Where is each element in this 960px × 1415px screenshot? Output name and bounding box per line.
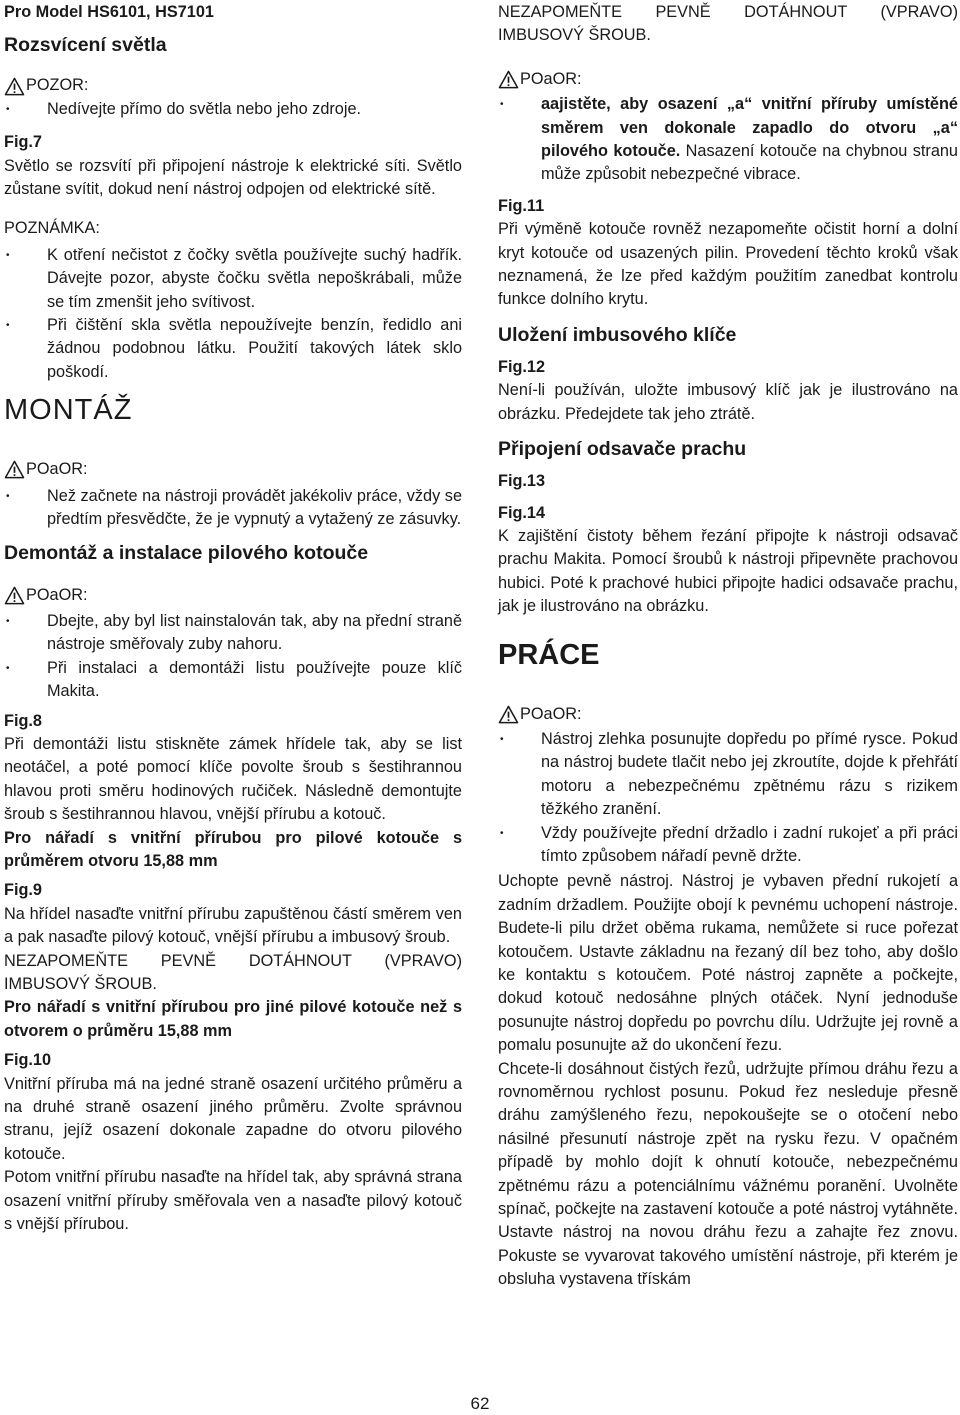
- warning-triangle-icon: [4, 460, 25, 479]
- figure-ref: Fig.9: [4, 881, 42, 900]
- section-heading-dust: Připojení odsavače prachu: [498, 438, 747, 461]
- warning-list: [4, 485, 462, 532]
- section-heading-light: Rozsvícení světla: [4, 34, 167, 57]
- figure-ref: Fig.7: [4, 133, 42, 152]
- paragraph: Při demontáži listu stiskněte zámek hřídele tak, aby se list neotáčel, a poté pomocí klíče povolte šroub s šestihrannou hlavou proti směru hodinových ručiček. Následně demontujte šroub s šestihrannou hlavou, vnější přírubu a kotouč.: [4, 734, 462, 824]
- warning-list: [4, 610, 462, 704]
- warning-label: POaOR:: [4, 458, 462, 481]
- paragraph: Není-li používán, uložte imbusový klíč jak je ilustrováno na obrázku. Předejdete tak jeho ztrátě.: [498, 381, 958, 423]
- paragraph: NEZAPOMEŇTE PEVNĚ DOTÁHNOUT (VPRAVO) IMBUSOVÝ ŠROUB.: [498, 3, 958, 45]
- figure-ref: Fig.13: [498, 472, 546, 491]
- list-item: • Nástroj zlehka posunujte dopředu po přímé rysce. Pokud na nástroj budete tlačit nebo jej zkroutíte, dojde k přehřátí motoru a nebezpečnému zpětnému rázu s rizikem těžkého zranění.: [498, 728, 958, 822]
- figure-ref: Fig.12: [498, 357, 546, 376]
- paragraph: Světlo se rozsvítí při připojení nástroje k elektrické síti. Světlo zůstane svítit, dokud není nástroj odpojen od elektrické sítě.: [4, 156, 462, 199]
- paragraph: Uchopte pevně nástroj. Nástroj je vybaven přední rukojetí a zadním držadlem. Použijte obojí k pevnému uchopení nástroje. Budete-li pilu držet oběma rukama, nemůžete si ruce pořezat kotoučem. Ustavte základnu na řezaný díl bez toho, aby došlo ke kontaktu s kotoučem. Poté nástroj zapněte a počkejte, dokud kotouč nedosáhne plných otáček. Nyní jednoduše posunujte nástroj dopředu po povrchu dílu. Udržujte jej rovně a pomalu posunujte až do ukončení řezu.: [498, 872, 958, 1055]
- bold-paragraph: Pro nářadí s vnitřní přírubou pro jiné pilové kotouče než s otvorem o průměru 15,88 mm: [4, 998, 462, 1040]
- chapter-heading-prace: PRÁCE: [498, 638, 600, 671]
- page-number: 62: [470, 1394, 490, 1413]
- section-heading-hex-key: Uložení imbusového klíče: [498, 323, 737, 346]
- warning-list: [498, 728, 958, 868]
- list-item: • Nedívejte přímo do světla nebo jeho zdroje.: [4, 98, 462, 121]
- chapter-heading-montaz: MONTÁŽ: [4, 394, 133, 427]
- list-item: • K otření nečistot z čočky světla používejte suchý hadřík. Dávejte pozor, abyste čočku světla nepoškrábali, může se tím zmenšit jeho svítivost.: [4, 244, 462, 314]
- figure-ref: Fig.14: [498, 503, 546, 522]
- warning-label: POaOR:: [4, 584, 462, 607]
- section-heading-blade: Demontáž a instalace pilového kotouče: [4, 541, 369, 564]
- list-item: [498, 93, 958, 187]
- paragraph: Při výměně kotouče rovněž nezapomeňte očistit horní a dolní kryt kotouče od usazených pilin. Provedení těchto kroků však neznamená, že lze před každým použitím zanedbat kontrolu funkce dolního krytu.: [498, 220, 958, 309]
- warning-text: Nasazení kotouče na chybnou stranu může způsobit nebezpečné vibrace.: [541, 142, 958, 184]
- warning-label: POZOR:: [4, 74, 462, 97]
- note-label: POZNÁMKA:: [4, 219, 100, 238]
- paragraph: Na hřídel nasaďte vnitřní přírubu zapuštěnou částí směrem ven a pak nasaďte pilový kotouč, vnější přírubu a imbusový šroub.: [4, 904, 462, 947]
- warning-triangle-icon: [498, 705, 519, 724]
- figure-ref: Fig.10: [4, 1051, 52, 1070]
- warning-emphasis: aajistěte, aby osazení „a“ vnitřní příruby umístěné směrem ven dokonale zapadlo do otvoru „a“ pilového kotouče.: [541, 95, 958, 161]
- paragraph: Potom vnitřní přírubu nasaďte na hřídel tak, aby správná strana osazení vnitřní příruby směřovala ven a nasaďte pilový kotouč s vnější přírubou.: [4, 1168, 462, 1234]
- warning-list: [4, 98, 462, 121]
- note-list: [4, 244, 462, 384]
- right-column: [498, 0, 958, 1292]
- paragraph: K zajištění čistoty během řezání připojte k nástroji odsavač prachu Makita. Pomocí šroubů k nástroji připevněte prachovou hubici. Poté k prachové hubici připojte hadici odsavače prachu, jak je ilustrováno na obrázku.: [498, 526, 958, 616]
- model-heading: Pro Model HS6101, HS7101: [4, 3, 214, 21]
- warning-list: [498, 93, 958, 187]
- paragraph: Chcete-li dosáhnout čistých řezů, udržujte přímou dráhu řezu a rovnoměrnou rychlost posunu. Pokud řez nesleduje přesně dráhu zamýšleného řezu, nepokoušejte se o otočení nebo násilné přesunutí nástroje zpět na rysku řezu. V opačném případě by mohlo dojít k ohnutí kotouče, nebezpečnému zpětnému rázu a potenciálnímu vážnému poranění. Uvolněte spínač, počkejte na zastavení kotouče a poté nástroj vytáhněte. Ustavte nástroj na novou dráhu řezu a zahajte řez znovu. Pokuste se vyvarovat takového umístění nástroje, při kterém je obsluha vystavena třískám: [498, 1059, 958, 1289]
- warning-label: POaOR:: [498, 68, 958, 91]
- warning-triangle-icon: [4, 586, 25, 605]
- list-item: • Dbejte, aby byl list nainstalován tak, aby na přední straně nástroje směřovaly zuby nahoru.: [4, 610, 462, 657]
- figure-ref: Fig.8: [4, 711, 42, 730]
- warning-triangle-icon: [498, 70, 519, 89]
- paragraph: Vnitřní příruba má na jedné straně osazení určitého průměru a na druhé straně osazení jiného průměru. Zvolte správnou stranu, jejíž osazení dokonale zapadne do otvoru pilového kotouče.: [4, 1074, 462, 1163]
- list-item: • Při čištění skla světla nepoužívejte benzín, ředidlo ani žádnou podobnou látku. Použití takových látek sklo poškodí.: [4, 314, 462, 384]
- warning-triangle-icon: [4, 77, 25, 96]
- list-item: • Vždy používejte přední držadlo i zadní rukojeť a při práci tímto způsobem nářadí pevně držte.: [498, 822, 958, 869]
- paragraph: NEZAPOMEŇTE PEVNĚ DOTÁHNOUT (VPRAVO) IMBUSOVÝ ŠROUB.: [4, 951, 462, 993]
- bold-paragraph: Pro nářadí s vnitřní přírubou pro pilové kotouče s průměrem otvoru 15,88 mm: [4, 828, 462, 870]
- list-item: • Než začnete na nástroji provádět jakékoliv práce, vždy se předtím přesvědčte, že je vypnutý a vytažený ze zásuvky.: [4, 485, 462, 532]
- figure-ref: Fig.11: [498, 196, 545, 215]
- list-item: • Při instalaci a demontáži listu používejte pouze klíč Makita.: [4, 657, 462, 704]
- warning-label: POaOR:: [498, 703, 958, 726]
- left-column: [4, 0, 462, 1236]
